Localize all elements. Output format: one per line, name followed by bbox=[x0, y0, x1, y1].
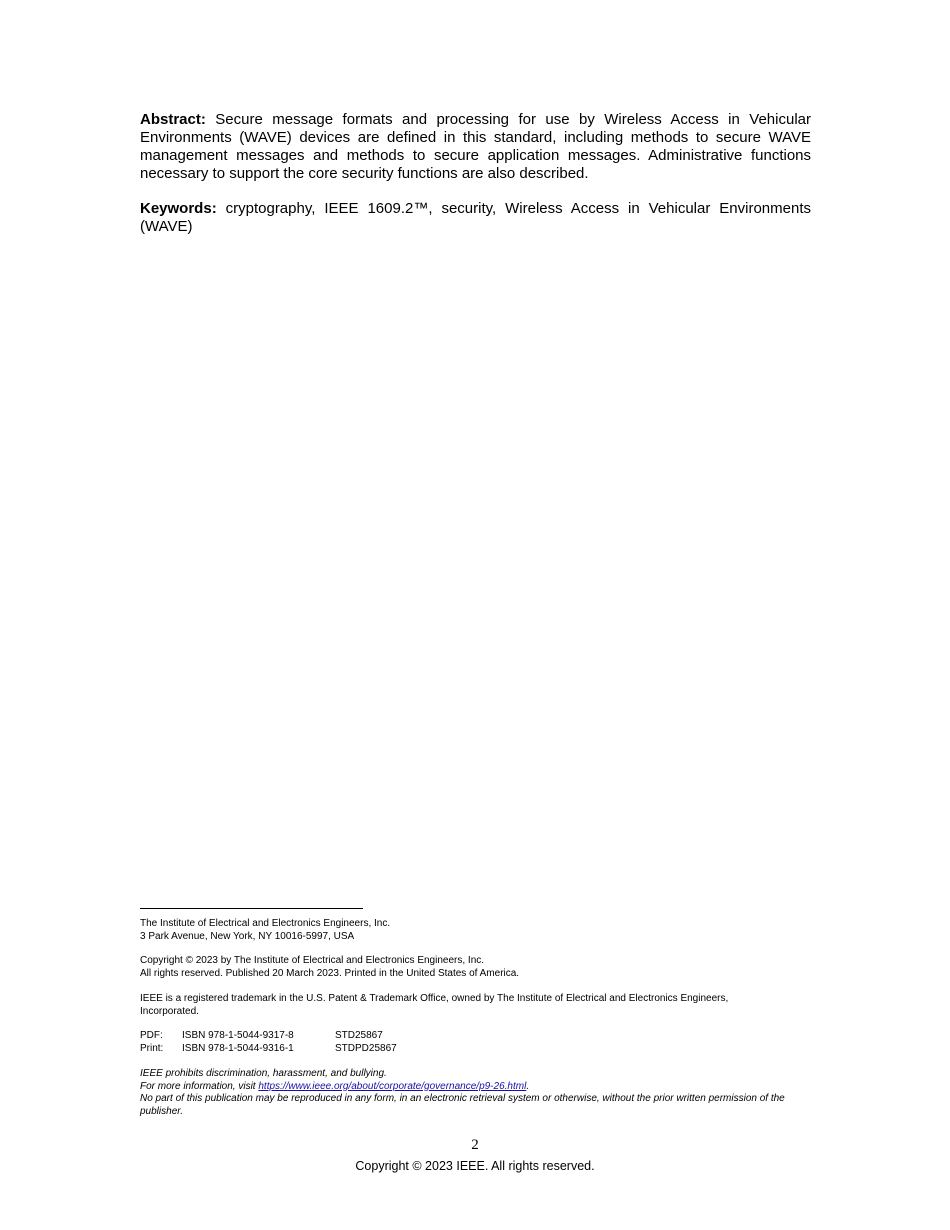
publisher-address: 3 Park Avenue, New York, NY 10016-5997, USA bbox=[140, 930, 355, 942]
copyright-line-1: Copyright © 2023 by The Institute of Electrical and Electronics Engineers, Inc. bbox=[140, 955, 485, 966]
isbn-number: ISBN 978-1-5044-9316-1 bbox=[182, 1042, 294, 1054]
isbn-stock-code: STD25867 bbox=[335, 1030, 383, 1041]
keywords-label: Keywords: bbox=[140, 200, 217, 217]
footnote-divider bbox=[140, 908, 363, 909]
isbn-format-label: Print: bbox=[140, 1042, 164, 1054]
page-footer: Copyright © 2023 IEEE. All rights reserved. bbox=[355, 1159, 595, 1173]
copyright-line-2: All rights reserved. Published 20 March 2023. Printed in the United States of America. bbox=[140, 967, 520, 979]
publisher-block bbox=[140, 918, 820, 943]
reproduction-notice: No part of this publication may be reproduced in any form, in an electronic retrieval system or otherwise, without the prior written permission of the publisher. bbox=[140, 1093, 785, 1117]
isbn-number: ISBN 978-1-5044-9317-8 bbox=[182, 1030, 294, 1041]
keywords-paragraph bbox=[140, 200, 811, 236]
isbn-row-print bbox=[140, 1043, 820, 1056]
abstract-label: Abstract: bbox=[140, 111, 206, 128]
publisher-name: The Institute of Electrical and Electronics Engineers, Inc. bbox=[140, 918, 391, 929]
trademark-notice: IEEE is a registered trademark in the U.S. Patent & Trademark Office, owned by The Institute of Electrical and Electronics Engineers, Incorporated. bbox=[140, 993, 729, 1017]
copyright-block bbox=[140, 955, 820, 980]
isbn-format-label: PDF: bbox=[140, 1030, 163, 1041]
discrimination-notice: IEEE prohibits discrimination, harassment, and bullying. bbox=[140, 1068, 387, 1079]
info-prefix: For more information, visit bbox=[140, 1080, 259, 1092]
legal-notice bbox=[140, 1068, 812, 1118]
page-number: 2 bbox=[471, 1137, 479, 1153]
abstract-text: Secure message formats and processing for use by Wireless Access in Vehicular Environments (WAVE) devices are defined in this standard, including methods to secure WAVE management messages and methods to secure application messages. Administrative functions necessary to support the core security functions are also described. bbox=[140, 111, 811, 182]
info-suffix: . bbox=[526, 1080, 530, 1092]
governance-link[interactable]: https://www.ieee.org/about/corporate/governance/p9-26.html bbox=[258, 1080, 527, 1092]
isbn-row-pdf bbox=[140, 1030, 820, 1043]
abstract-paragraph bbox=[140, 111, 811, 183]
isbn-block bbox=[140, 1030, 820, 1055]
keywords-text: cryptography, IEEE 1609.2™, security, Wireless Access in Vehicular Environments (WAVE) bbox=[140, 200, 811, 235]
isbn-stock-code: STDPD25867 bbox=[335, 1042, 397, 1054]
